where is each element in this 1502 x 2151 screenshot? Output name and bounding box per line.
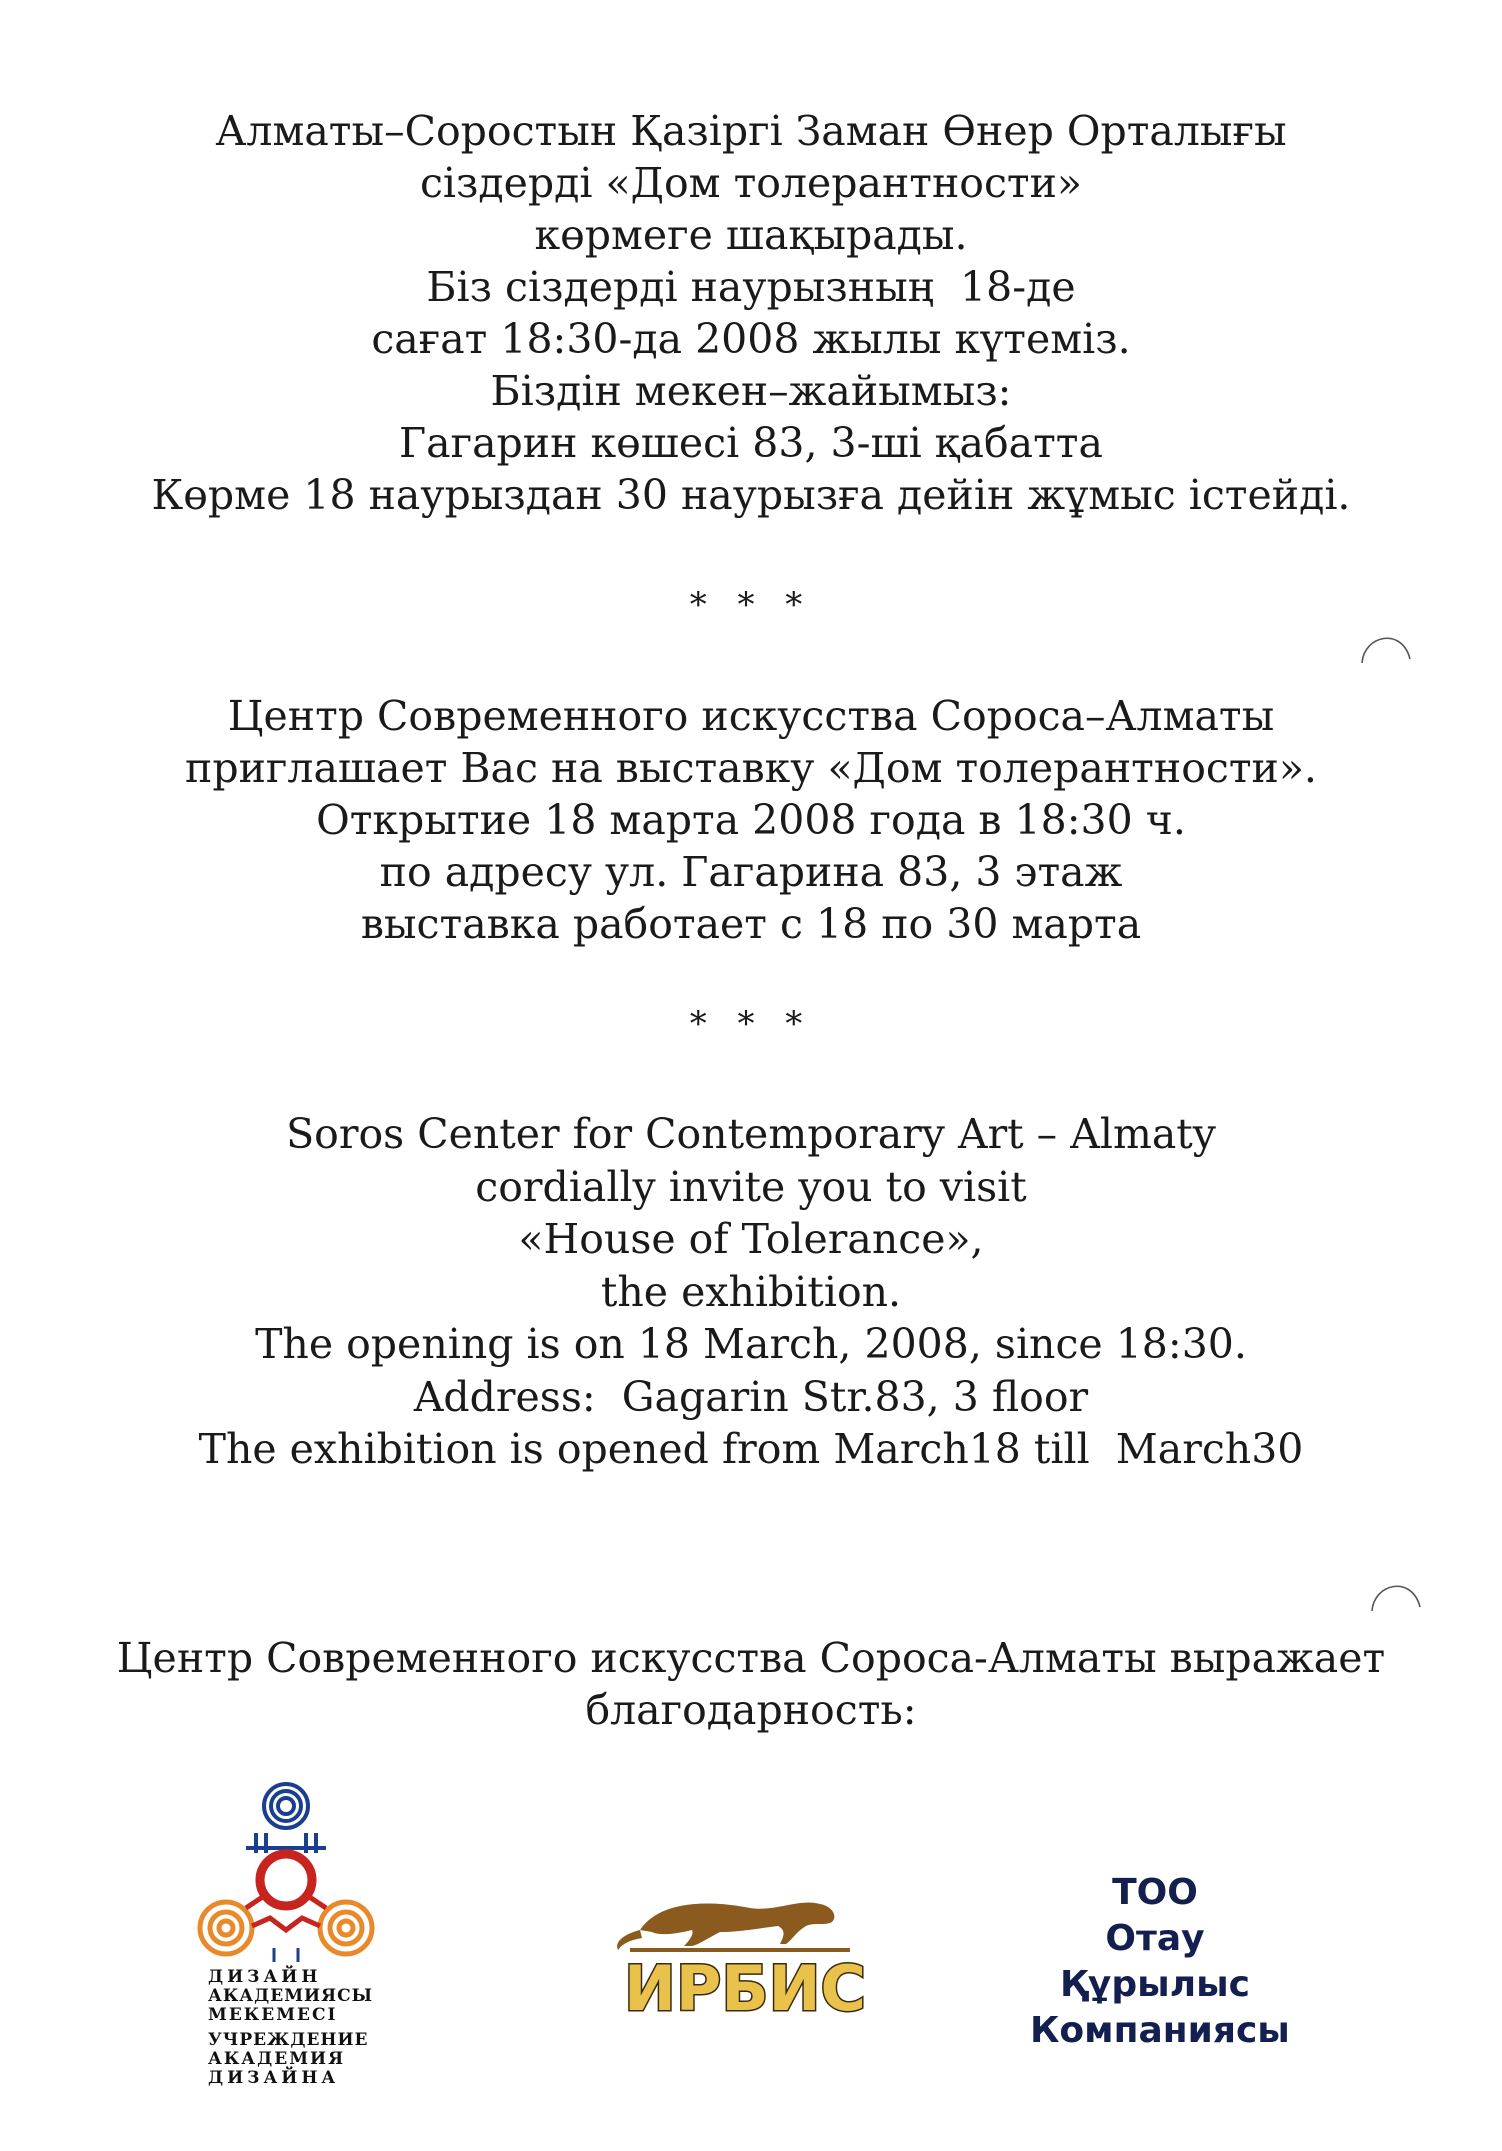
en-line-1: Soros Center for Contemporary Art – Almaty bbox=[286, 1110, 1216, 1158]
kz-line-7: Гагарин көшесі 83, 3-ші қабатта bbox=[399, 419, 1103, 467]
kz-line-6: Біздін мекен–жайымыз: bbox=[490, 367, 1012, 415]
kazakh-invitation bbox=[0, 105, 1502, 521]
design-academy-logo bbox=[186, 1778, 386, 2088]
en-line-4: the exhibition. bbox=[600, 1267, 902, 1316]
russian-invitation bbox=[0, 690, 1502, 950]
ru-line-5: выставка работает с 18 по 30 марта bbox=[360, 900, 1142, 948]
section-separator: * * * bbox=[689, 1004, 813, 1044]
section-separator: * * * bbox=[689, 585, 813, 625]
ornament-figure-icon bbox=[186, 1778, 386, 1968]
en-line-6: Address: Gagarin Str.83, 3 floor bbox=[413, 1372, 1089, 1421]
kz-line-1: Алматы–Соростын Қазіргі Заман Өнер Орталығы bbox=[215, 107, 1287, 155]
kz-line-2: сіздерді «Дом толерантности» bbox=[419, 159, 1083, 207]
academy-ru-line-1: УЧРЕЖДЕНИЕ bbox=[208, 2030, 369, 2050]
otau-line-4: Компаниясы bbox=[1030, 2010, 1290, 2051]
academy-kz-line-3: МЕКЕМЕСІ bbox=[208, 2005, 338, 2025]
ru-line-2: приглашает Вас на выставку «Дом толерантности». bbox=[185, 744, 1317, 792]
en-line-2: cordially invite you to visit bbox=[475, 1162, 1027, 1211]
kz-line-3: көрмеге шақырады. bbox=[534, 211, 968, 259]
en-line-7: The exhibition is opened from March18 till March30 bbox=[198, 1425, 1304, 1473]
punch-hole-mark bbox=[1368, 1573, 1424, 1613]
irbis-wordmark: ИРБИС bbox=[624, 1952, 866, 2020]
en-line-5: The opening is on 18 March, 2008, since 18:30. bbox=[255, 1320, 1247, 1368]
academy-ru-line-3: ДИЗАЙНА bbox=[208, 2068, 340, 2088]
irbis-logo bbox=[600, 1860, 890, 2020]
otau-line-2: Отау bbox=[1105, 1918, 1205, 1959]
academy-kz-line-1: ДИЗАЙН bbox=[208, 1967, 322, 1987]
ru-line-4: по адресу ул. Гагарина 83, 3 этаж bbox=[379, 848, 1123, 896]
en-line-3: «House of Tolerance», bbox=[518, 1215, 984, 1263]
kz-line-8: Көрме 18 наурыздан 30 наурызға дейін жұмыс істейді. bbox=[151, 471, 1351, 519]
thanks-line-2: благодарность: bbox=[585, 1686, 917, 1734]
snow-leopard-icon bbox=[617, 1902, 850, 1952]
kz-line-4: Біз сіздерді наурызның 18-де bbox=[426, 263, 1076, 311]
ru-line-3: Открытие 18 марта 2008 года в 18:30 ч. bbox=[316, 796, 1186, 844]
english-invitation bbox=[0, 1108, 1502, 1476]
ru-line-1: Центр Современного искусства Сороса–Алматы bbox=[227, 692, 1275, 740]
thanks-note bbox=[0, 1632, 1502, 1736]
academy-kz-line-2: АКАДЕМИЯСЫ bbox=[208, 1986, 374, 2006]
otau-company-logo bbox=[1030, 1870, 1290, 2054]
punch-hole-mark bbox=[1358, 625, 1414, 665]
otau-line-1: ТОО bbox=[1112, 1872, 1198, 1913]
thanks-line-1: Центр Современного искусства Сороса-Алматы выражает bbox=[116, 1634, 1386, 1682]
academy-ru-line-2: АКАДЕМИЯ bbox=[208, 2049, 346, 2069]
kz-line-5: сағат 18:30-да 2008 жылы күтеміз. bbox=[371, 315, 1131, 363]
otau-line-3: Құрылыс bbox=[1060, 1964, 1250, 2005]
